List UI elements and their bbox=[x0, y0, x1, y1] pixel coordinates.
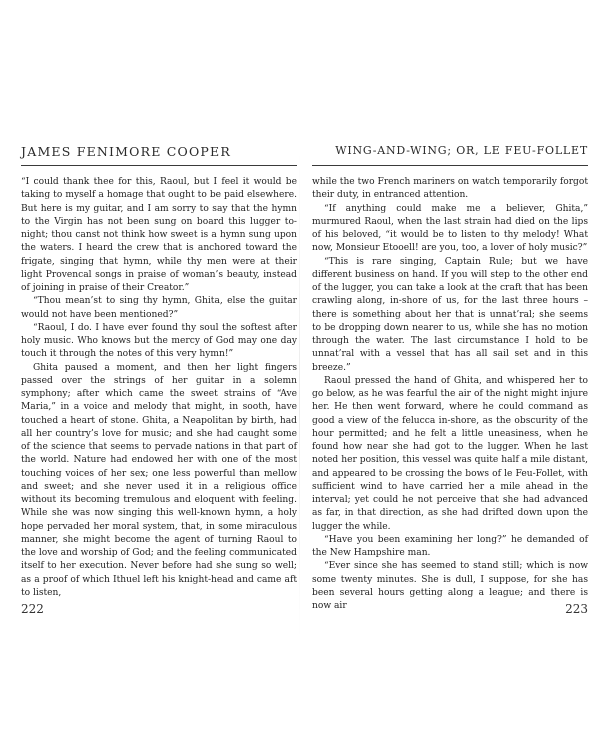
header-rule bbox=[21, 165, 297, 166]
running-header-title: WING-AND-WING; OR, LE FEU-FOLLET bbox=[335, 144, 588, 157]
paragraph: “This is rare singing, Captain Rule; but we have different business on hand. If you will step to the other end of the lugger, you can take a look at the craft that has been crawling along, in-shore of us, for the last three hours – there is something about her that is unnat’ral; she seems to be dropping down nearer to us, while she has no motion through the water. The last circumstance I hold to be unnat’ral with a vessel that has all sail set and in this breeze.” bbox=[312, 256, 588, 373]
page-number: 222 bbox=[21, 602, 44, 616]
paragraph: “If anything could make me a believer, Ghita,” murmured Raoul, when the last strain had died on the lips of his beloved, “it would be to listen to thy melody! What now, Monsieur Etooell! are you, too, a lover of holy music?” bbox=[312, 203, 588, 254]
gutter-shadow bbox=[299, 150, 300, 640]
paragraph: “Thou mean’st to sing thy hymn, Ghita, else the guitar would not have been mentioned?” bbox=[21, 296, 297, 320]
paragraph: Raoul pressed the hand of Ghita, and whispered her to go below, as he was fearful the air of the night might injure her. He then went forward, where he could command as good a view of the felucca in-shore, as the obscurity of the hour permitted; and he felt a little uneasiness, when he found how near she had got to the lugger. When he last noted her position, this vessel was quite half a mile distant, and appeared to be crossing the bows of le Feu-Follet, with sufficient wind to have carried her a mile ahead in the interval; yet could he not perceive that she had advanced as far, in that direction, as she had drifted down upon the lugger the while. bbox=[312, 375, 588, 532]
page-number: 223 bbox=[565, 602, 588, 616]
right-page bbox=[312, 132, 588, 652]
paragraph: “I could thank thee for this, Raoul, but I feel it would be taking to myself a homage that ought to be paid elsewhere. But here is my guitar, and I am sorry to say that the hymn to the Virgin has not been sung on board this lugger to-night; thou canst not think how sweet is a hymn sung upon the waters. I heard the crew that is anchored toward the frigate, singing that hymn, while thy men were at their light Provencal songs in praise of woman’s beauty, instead of joining in praise of their Creator.” bbox=[21, 177, 297, 293]
left-page-text bbox=[21, 176, 297, 598]
paragraph: “Raoul, I do. I have ever found thy soul the softest after holy music. Who knows but the mercy of God may one day touch it through the notes of this very hymn!” bbox=[21, 322, 297, 360]
paragraph: “Ever since she has seemed to stand still; which is now some twenty minutes. She is dull, I suppose, for she has been several hours getting along a league; and there is now air bbox=[312, 561, 588, 611]
header-rule bbox=[312, 165, 588, 166]
running-header-author: JAMES FENIMORE COOPER bbox=[21, 144, 231, 159]
paragraph: Ghita paused a moment, and then her light fingers passed over the strings of her guitar in a solemn symphony; after which came the sweet strains of “Ave Maria,” in a voice and melody that might, in sooth, have touched a heart of stone. Ghita, a Neapolitan by birth, had all her country’s love for music; and she had caught some of the science that seems to pervade nations in that part of the world. Nature had endowed her with one of the most touching voices of her sex; one less powerful than mellow and sweet; and she never used it in a religious office without its becoming tremulous and eloquent with feeling. While she was now singing this well-known hymn, a holy hope pervaded her moral system, that, in some miraculous manner, she might become the agent of turning Raoul to the love and worship of God; and the feeling communicated itself to her execution. Never before had she sung so well; as a proof of which Ithuel left his knight-head and came aft to listen, bbox=[21, 362, 297, 598]
paragraph: “Have you been examining her long?” he demanded of the New Hampshire man. bbox=[312, 534, 588, 558]
paragraph-continuation: while the two French mariners on watch temporarily forgot their duty, in entranced attention. bbox=[312, 177, 588, 201]
left-page bbox=[21, 132, 297, 652]
